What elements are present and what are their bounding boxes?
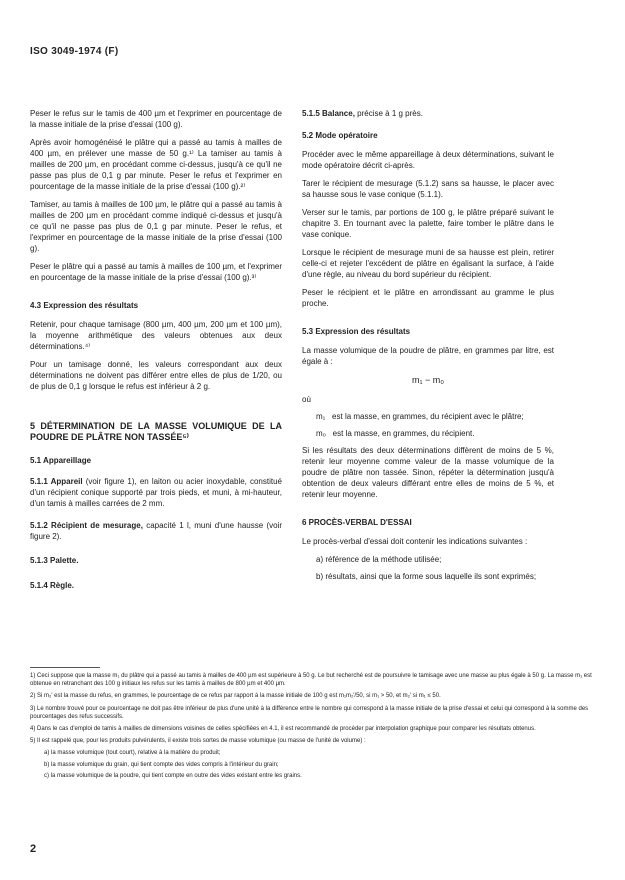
section-heading-5-2: 5.2 Mode opératoire xyxy=(302,131,378,140)
footnote-subitem: b) la masse volumique du grain, qui tient compte des vides compris à l'intérieur du grain; xyxy=(44,761,279,768)
standard-header: ISO 3049-1974 (F) xyxy=(30,46,119,57)
page-number: 2 xyxy=(30,843,37,855)
subsection-title: 5.1.2 Récipient de mesurage, xyxy=(30,521,143,530)
subsection-text: capacité 1 l, muni d'une hausse (voir figure 2). xyxy=(30,521,282,541)
paragraph: Procéder avec le même appareillage à deux déterminations, suivant le mode opératoire décrit ci-après. xyxy=(302,150,554,170)
paragraph: Lorsque le récipient de mesurage muni de sa hausse est plein, retirer celle-ci et rejeter l'excédent de plâtre en égalisant la surface, à l'aide d'une règle, au niveau du bord supérieur du récipient. xyxy=(302,248,554,279)
where-label: où xyxy=(302,395,311,404)
variable-m1 xyxy=(302,411,554,422)
subsection-5-1-3: 5.1.3 Palette. xyxy=(30,556,79,565)
subsection-text: (voir figure 1), en laiton ou acier inoxydable, constitué d'un récipient conique supporté par trois pieds, et muni, à mi-hauteur, d'un tamis à mailles carrées de 2 mm. xyxy=(30,477,282,508)
section-heading-5: 5 DÉTERMINATION DE LA MASSE VOLUMIQUE DE LA POUDRE DE PLÂTRE NON TASSÉE⁵⁾ xyxy=(30,421,282,442)
footnote-subitem: a) la masse volumique (tout court), relative à la matière du produit; xyxy=(44,750,221,757)
paragraph: Peser le refus sur le tamis de 400 µm et l'exprimer en pourcentage de la masse initiale de la prise d'essai (100 g). xyxy=(30,109,282,129)
paragraph: Le procès-verbal d'essai doit contenir les indications suivantes : xyxy=(302,537,528,546)
footnote: 2) Si m₂′ est la masse du refus, en grammes, le pourcentage de ce refus par rapport à la masse initiale de 100 g est m₁m₂′/50, si m₁ > 50, et m₂′ si m₁ ≤ 50. xyxy=(30,693,441,700)
definition: est la masse, en grammes, du récipient. xyxy=(332,429,475,438)
section-heading-5-1: 5.1 Appareillage xyxy=(30,456,92,465)
symbol: m₀ xyxy=(316,429,326,438)
list-item: a) référence de la méthode utilisée; xyxy=(316,555,442,564)
section-heading-6: 6 PROCÈS-VERBAL D'ESSAI xyxy=(302,518,412,527)
paragraph: Tamiser, au tamis à mailles de 100 µm, le plâtre qui a passé au tamis à mailles de 200 µm en procédant comme indiqué ci-dessus et jusqu'à ce qu'il ne passe pas plus de 0,1 g par minute. Peser le refus, et l'exprimer en pourcentage de la masse initiale de la prise d'essai (100 g). xyxy=(30,200,282,253)
subsection-text: précise à 1 g près. xyxy=(357,109,423,118)
paragraph: Verser sur le tamis, par portions de 100 g, le plâtre préparé suivant le chapitre 3. En tournant avec la palette, faire tomber le plâtre dans le vase conique. xyxy=(302,208,554,239)
subsection-5-1-4: 5.1.4 Règle. xyxy=(30,581,75,590)
paragraph-5-1-2 xyxy=(30,520,282,542)
footnote-subitem: c) la masse volumique de la poudre, qui tient compte en outre des vides existant entre les grains. xyxy=(44,772,302,779)
variable-m0 xyxy=(302,428,554,439)
section-heading-5-3: 5.3 Expression des résultats xyxy=(302,327,411,336)
paragraph-5-1-1 xyxy=(30,476,282,509)
footnote: 4) Dans le cas d'emploi de tamis à mailles de dimensions voisines de celles spécifiées en 4.1, il est recommandé de procéder par interpolation graphique pour comparer les résultats obtenus. xyxy=(30,726,536,733)
right-column xyxy=(302,108,554,588)
paragraph: Après avoir homogénéisé le plâtre qui a passé au tamis à mailles de 400 µm, en prélever une masse de 50 g.¹⁾ La tamiser au tamis à mailles de 200 µm, en procédant comme ci-dessus, jusqu'à ce qu'il ne passe pas plus de 0,1 g par minute. Peser le refus et l'exprimer en pourcentage de la masse initiale de la prise d'essai (100 g).²⁾ xyxy=(30,138,282,191)
paragraph: La masse volumique de la poudre de plâtre, en grammes par litre, est égale à : xyxy=(302,346,554,366)
subsection-title: 5.1.5 Balance, xyxy=(302,109,355,118)
footnotes xyxy=(30,672,598,783)
footnote: 1) Ceci suppose que la masse m₁ du plâtre qui a passé au tamis à mailles de 400 µm est supérieure à 50 g. Le but recherché est de poursuivre le tamisage avec une masse au plus égale à 50 g. La masse m₁ est obtenue en retranchant des 100 g initiaux les refus sur les tamis à mailles de 800 µm et 400 µm. xyxy=(30,673,592,688)
definition: est la masse, en grammes, du récipient avec le plâtre; xyxy=(332,412,524,421)
list-item: b) résultats, ainsi que la forme sous laquelle ils sont exprimés; xyxy=(316,572,537,581)
paragraph-5-1-5 xyxy=(302,108,554,119)
footnote-divider xyxy=(30,667,100,668)
paragraph: Si les résultats des deux déterminations diffèrent de moins de 5 %, retenir leur moyenne comme valeur de la masse volumique de la poudre de plâtre non tassée. Sinon, répéter la détermination jusqu'à obtention de deux valeurs différant entre elles de moins de 5 %, et retenir leur moyenne. xyxy=(302,446,554,499)
paragraph: Tarer le récipient de mesurage (5.1.2) sans sa hausse, le placer avec sa hausse sous le vase conique (5.1.1). xyxy=(302,179,554,199)
paragraph: Peser le plâtre qui a passé au tamis à mailles de 100 µm, et l'exprimer en pourcentage de la masse initiale de la prise d'essai (100 g).³⁾ xyxy=(30,262,282,282)
footnote: 5) Il est rappelé que, pour les produits pulvérulents, il existe trois sortes de masse volumique (ou masse de l'unité de volume) : xyxy=(30,738,366,745)
paragraph: Peser le récipient et le plâtre en arrondissant au gramme le plus proche. xyxy=(302,288,554,308)
left-column xyxy=(30,108,282,599)
symbol: m₁ xyxy=(316,412,326,421)
paragraph: Retenir, pour chaque tamisage (800 µm, 400 µm, 200 µm et 100 µm), la moyenne arithmétique des valeurs obtenues aux deux déterminations.⁴⁾ xyxy=(30,320,282,351)
footnote: 3) Le nombre trouvé pour ce pourcentage ne doit pas être inférieur de plus d'une unité à la différence entre le nombre qui correspond à la masse initiale de la prise d'essai et celui qui correspond à la somme des pourcentages des refus successifs. xyxy=(30,705,589,720)
formula: m₁ − m₀ xyxy=(411,375,445,385)
subsection-title: 5.1.1 Appareil xyxy=(30,477,83,486)
paragraph: Pour un tamisage donné, les valeurs correspondant aux deux déterminations ne doivent pas différer entre elles de plus de 1/20, ou de plus de 0,1 g lorsque le refus est inférieur à 2 g. xyxy=(30,360,282,391)
section-heading-4-3: 4.3 Expression des résultats xyxy=(30,301,139,310)
